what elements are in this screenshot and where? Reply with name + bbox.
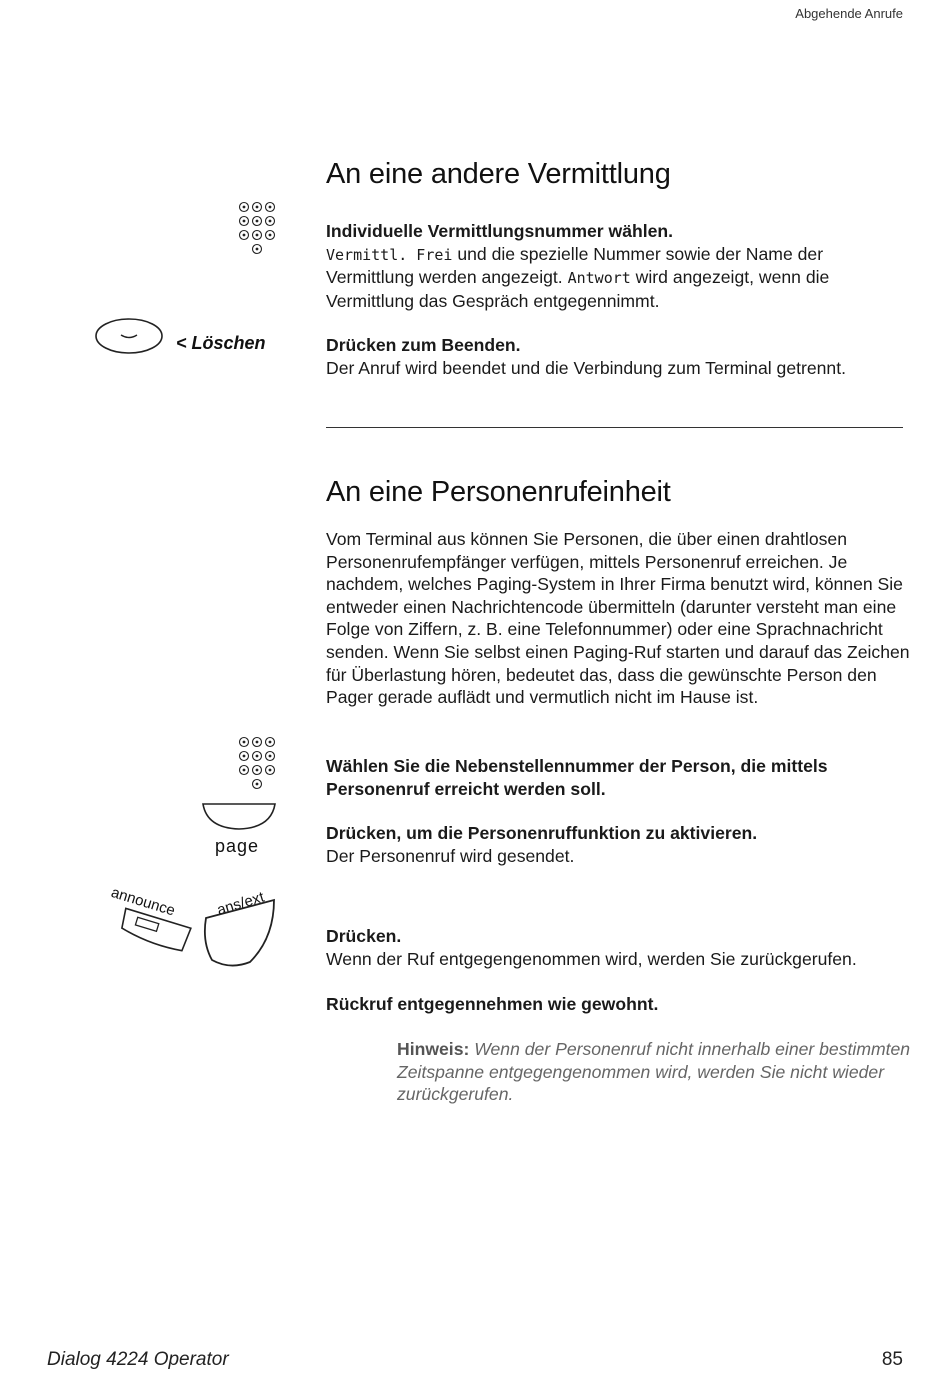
step-instruction: Drücken, um die Personenruffunktion zu aktivieren. (326, 823, 758, 843)
keypad-icon (238, 201, 278, 259)
ans-ext-key-icon (200, 898, 280, 970)
keypad-icon (238, 736, 278, 794)
announce-key-label: announce (109, 884, 178, 920)
display-text: Antwort (567, 269, 631, 288)
step-description (326, 243, 911, 313)
step-instruction: Drücken. (326, 926, 402, 946)
running-header: Abgehende Anrufe (795, 6, 903, 21)
step-description: Wenn der Ruf entgegengenommen wird, werden Sie zurückgerufen. (326, 948, 857, 969)
step-activate-paging (326, 822, 911, 867)
step-instruction: Rückruf entgegennehmen wie gewohnt. (326, 994, 659, 1014)
step-instruction: Individuelle Vermittlungsnummer wählen. (326, 221, 674, 241)
step-description: Der Personenruf wird gesendet. (326, 845, 575, 866)
step-press (326, 925, 911, 970)
ans-ext-key-label: ans/ext (215, 888, 267, 919)
section-title-personenruf: An eine Personenrufeinheit (326, 476, 671, 508)
page-number: 85 (881, 1349, 903, 1370)
soft-key-icon (95, 317, 165, 357)
step-instruction: Drücken zum Beenden. (326, 335, 521, 355)
section-divider (326, 427, 903, 428)
note-box (397, 1038, 912, 1106)
section-title-vermittlung: An eine andere Vermittlung (326, 158, 671, 190)
intro-paragraph: Vom Terminal aus können Sie Personen, die über einen drahtlosen Personenrufempfänger verfügen, mittels Personenruf erreichen. Je nachdem, welches Paging-System in Ihrer Firma benutzt wird, können Sie entweder einen Nachrichtencode übermitteln (darunter versteht man eine Folge von Ziffern, z. B. eine Telefonnummer) oder eine Sprachnachricht senden. Wenn Sie selbst einen Paging-Ruf starten und darauf das Zeichen für Überlastung hören, bedeutet das, dass die gewünschte Person den Pager gerade auflädt und vermutlich nicht im Hause ist. (326, 529, 910, 708)
page-key-label: page (215, 836, 260, 856)
footer-product: Dialog 4224 Operator (47, 1349, 229, 1370)
note-label: Hinweis: (397, 1039, 470, 1059)
step-dial-extension (326, 755, 911, 800)
step-description: Der Anruf wird beendet und die Verbindung zum Terminal getrennt. (326, 357, 846, 378)
step-answer-callback (326, 993, 911, 1016)
soft-key-label: < Löschen (176, 333, 266, 353)
description-text: und die spezielle Nummer sowie der Name der Vermittlung werden angezeigt. (326, 243, 824, 288)
note-text: Wenn der Personenruf nicht innerhalb einer bestimmten Zeitspanne entgegengenommen wird, werden Sie nicht wieder zurückgerufen. (397, 1039, 911, 1105)
page-key-icon (201, 802, 277, 832)
announce-key-icon (116, 898, 196, 954)
description-text: wird angezeigt, wenn die Vermittlung das Gespräch entgegennimmt. (326, 267, 830, 311)
step-dial-exchange (326, 220, 911, 312)
step-end-call (326, 334, 911, 379)
step-instruction: Wählen Sie die Nebenstellennummer der Person, die mittels Personenruf erreicht werden soll. (326, 756, 828, 799)
display-text: Vermittl. Frei (326, 245, 453, 264)
